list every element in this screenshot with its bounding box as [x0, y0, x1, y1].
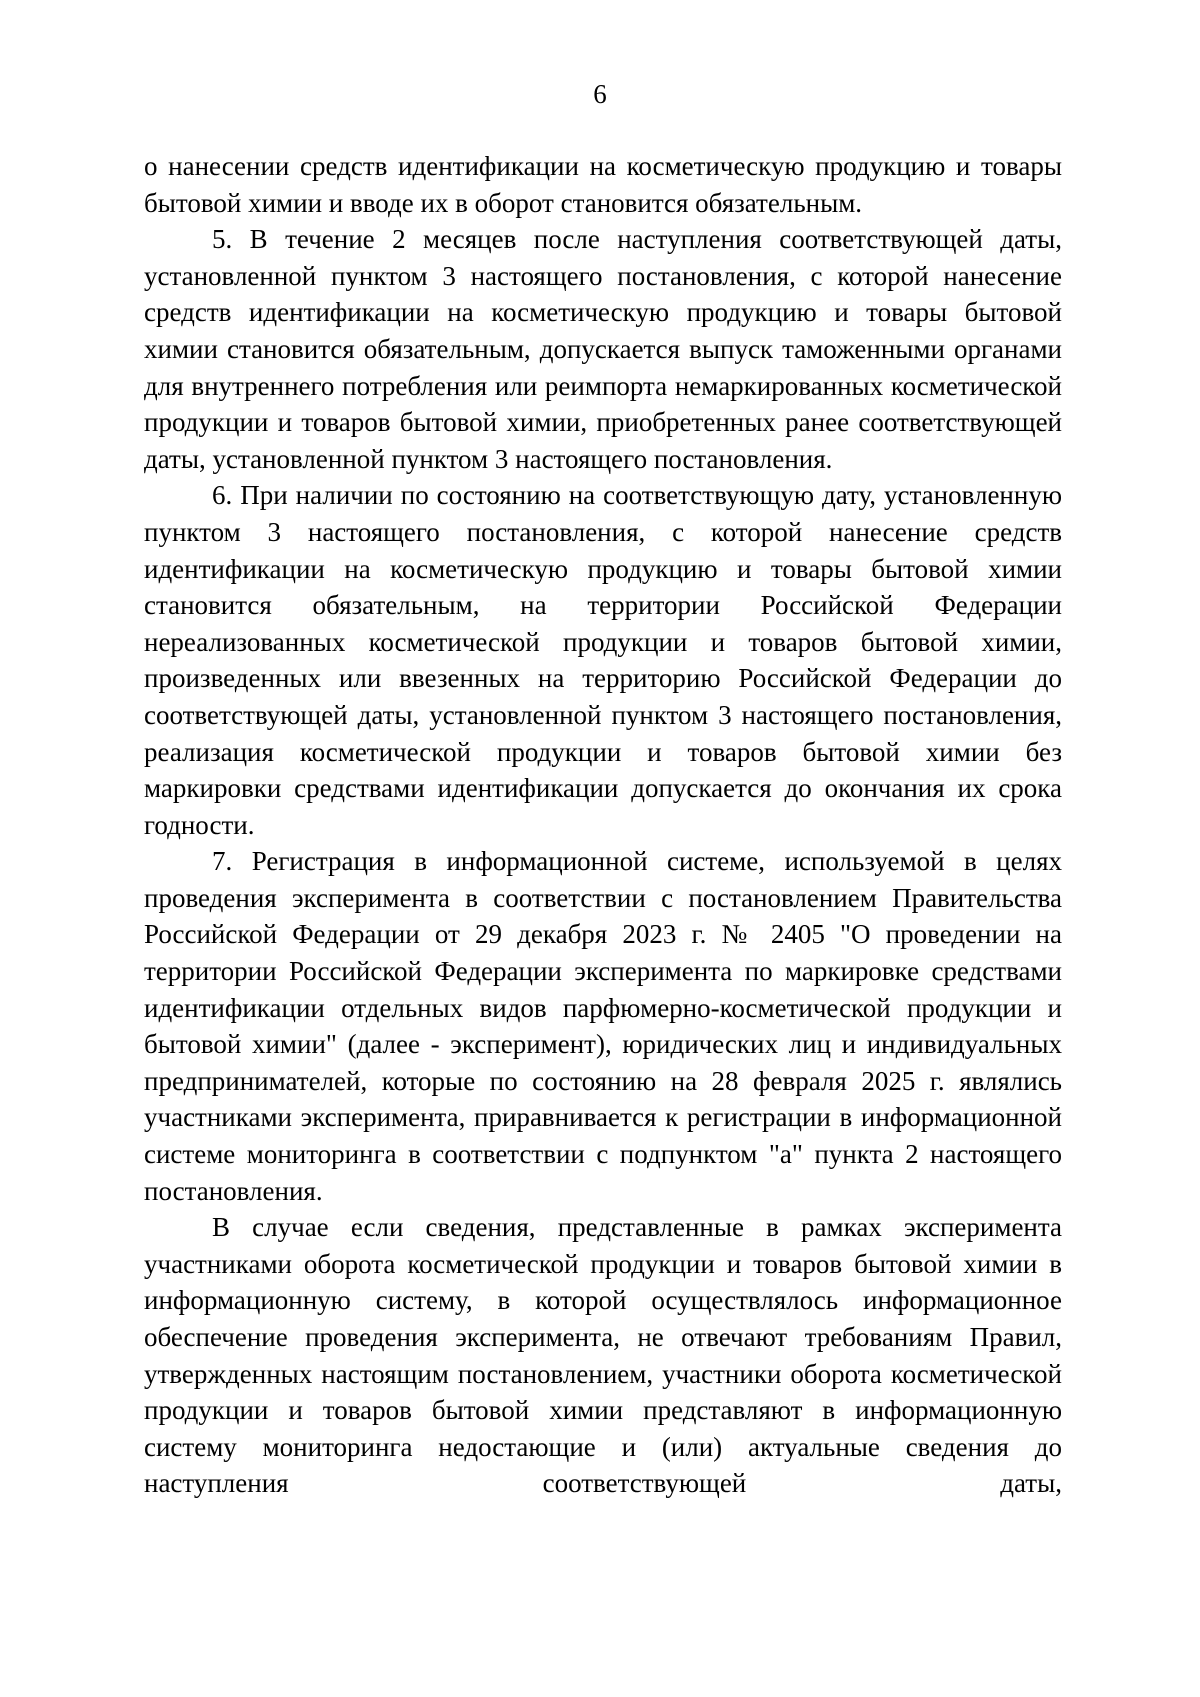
paragraph-item-6: 6. При наличии по состоянию на соответствующую дату, установленную пунктом 3 настоящего постановления, с которой нанесение средств идентификации на косметическую продукцию и товары бытовой химии становится обязательным, на территории Российской Федерации нереализованных косметической продукции и товаров бытовой химии, произведенных или ввезенных на территорию Российской Федерации до соответствующей даты, установленной пунктом 3 настоящего постановления, реализация косметической продукции и товаров бытовой химии без маркировки средствами идентификации допускается до окончания их срока годности.: [144, 480, 1062, 840]
paragraph-item-7: 7. Регистрация в информационной системе, используемой в целях проведения эксперимента в соответствии с постановлением Правительства Российской Федерации от 29 декабря 2023 г. № 2405 "О проведении на территории Российской Федерации эксперимента по маркировке средствами идентификации отдельных видов парфюмерно-косметической продукции и бытовой химии" (далее - эксперимент), юридических лиц и индивидуальных предпринимателей, которые по состоянию на 28 февраля 2025 г. являлись участниками эксперимента, приравнивается к регистрации в информационной системе мониторинга в соответствии с подпунктом "а" пункта 2 настоящего постановления.: [144, 846, 1062, 1206]
paragraph-item-7-continued: В случае если сведения, представленные в рамках эксперимента участниками оборота косметической продукции и товаров бытовой химии в информационную систему, в которой осуществлялось информационное обеспечение проведения эксперимента, не отвечают требованиям Правил, утвержденных настоящим постановлением, участники оборота косметической продукции и товаров бытовой химии представляют в информационную систему мониторинга недостающие и (или) актуальные сведения до наступления соответствующей даты,: [144, 1212, 1062, 1499]
page-number: 6: [593, 79, 607, 109]
paragraph-continuation: о нанесении средств идентификации на косметическую продукцию и товары бытовой химии и вводе их в оборот становится обязательным.: [144, 151, 1062, 218]
paragraph-item-5: 5. В течение 2 месяцев после наступления соответствующей даты, установленной пунктом 3 настоящего постановления, с которой нанесение средств идентификации на косметическую продукцию и товары бытовой химии становится обязательным, допускается выпуск таможенными органами для внутреннего потребления или реимпорта немаркированных косметической продукции и товаров бытовой химии, приобретенных ранее соответствующей даты, установленной пунктом 3 настоящего постановления.: [144, 224, 1062, 474]
document-body: [144, 148, 1062, 1502]
